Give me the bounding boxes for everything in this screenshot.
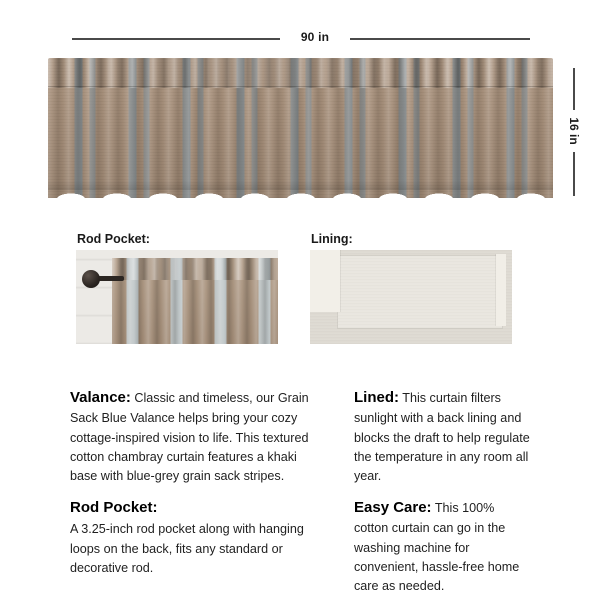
lined-body-text: This curtain filters sunlight with a back lining and blocks the draft to help regulate the temperature in any room all year. [354, 390, 530, 483]
width-dimension-line-left [72, 38, 280, 40]
valance-body-text: Classic and timeless, our Grain Sack Blue Valance helps bring your cozy cottage-inspired vision to life. This textured cotton chambray curtain features a khaki base with blue-grey grain sack stripes. [70, 390, 309, 483]
rod-pocket-seam [48, 86, 553, 87]
lining-photo [310, 250, 512, 344]
lined-heading: Lined: [354, 388, 399, 406]
height-dimension-line-top [573, 68, 575, 110]
valance-heading: Valance: [70, 388, 131, 406]
rod-pocket-description [70, 497, 322, 578]
rod-pocket-heading: Rod Pocket: [70, 498, 158, 516]
rod-pocket-panel-label: Rod Pocket: [77, 232, 150, 246]
lining-panel-label: Lining: [311, 232, 353, 246]
width-dimension-label: 90 in [300, 30, 330, 44]
curtain-rod [98, 276, 124, 281]
rod-finial-icon [82, 270, 100, 288]
valance-description [70, 387, 322, 486]
lining-hem-right [496, 254, 506, 326]
easy-care-description [354, 497, 532, 596]
rod-pocket-body-text: A 3.25-inch rod pocket along with hanging loops on the back, fits any standard or decorative rod. [70, 522, 304, 575]
scalloped-hem [48, 183, 553, 198]
lined-description [354, 387, 532, 486]
valance-product-image [48, 58, 553, 198]
lining-fabric-panel [338, 256, 502, 328]
rod-pocket-photo [76, 250, 278, 344]
lining-hem-left [310, 250, 340, 312]
height-dimension-label: 16 in [567, 117, 581, 145]
valance-fabric [48, 58, 553, 198]
easy-care-body-text: This 100% cotton curtain can go in the washing machine for convenient, hassle-free home care as needed. [354, 500, 520, 593]
height-dimension-line-bottom [573, 152, 575, 196]
width-dimension-line-right [350, 38, 530, 40]
easy-care-heading: Easy Care: [354, 498, 432, 516]
valance-gathered-header [48, 58, 553, 88]
rod-pocket-gather-band [112, 258, 278, 280]
